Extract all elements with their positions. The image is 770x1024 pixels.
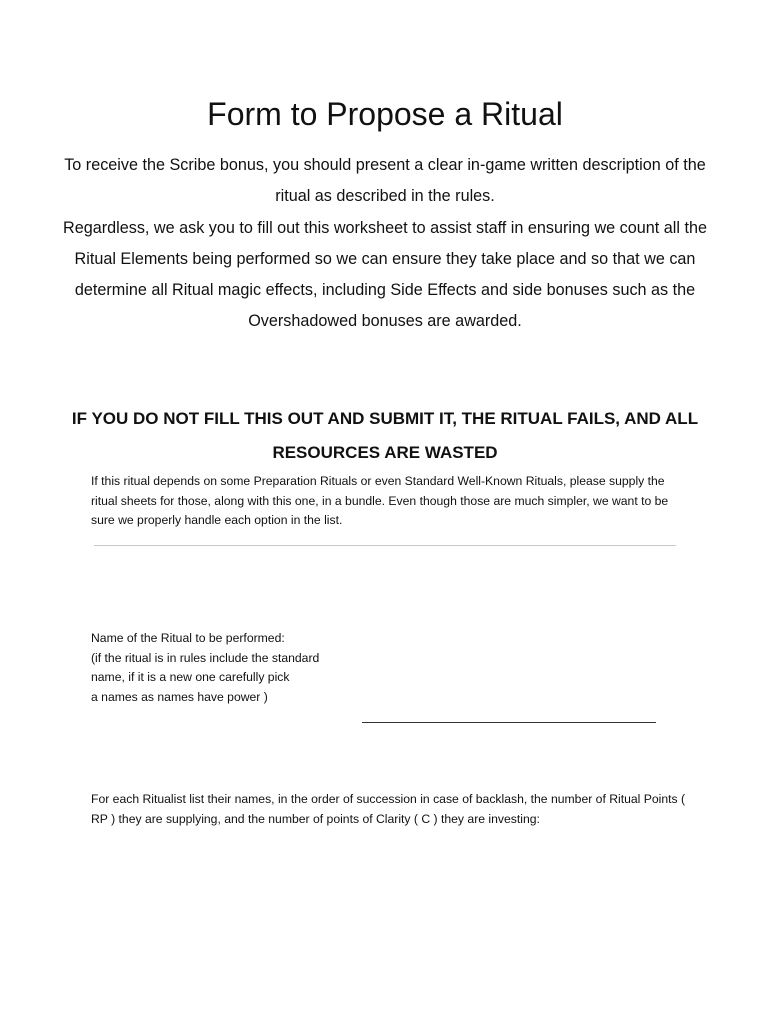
ritual-name-prompt [91, 629, 371, 707]
failure-warning: IF YOU DO NOT FILL THIS OUT AND SUBMIT IT, THE RITUAL FAILS, AND ALL RESOURCES ARE WASTED [71, 409, 699, 462]
ritual-name-prompt-line: Name of the Ritual to be performed: [91, 631, 285, 645]
intro-paragraph-worksheet: Regardless, we ask you to fill out this worksheet to assist staff in ensuring we count all the Ritual Elements being performed so we can ensure they take place and so that we can determine all Ritual magic effects, including Side Effects and side bonuses such as the Overshadowed bonuses are awarded. [63, 218, 707, 331]
ritualist-list-prompt: For each Ritualist list their names, in the order of succession in case of backlash, the number of Ritual Points ( RP ) they are supplying, and the number of points of Clarity ( C ) they are investing: [91, 792, 686, 826]
ritual-name-prompt-line: name, if it is a new one carefully pick [91, 670, 290, 684]
ritual-name-prompt-line: a names as names have power ) [91, 689, 268, 704]
ritual-name-prompt-line: (if the ritual is in rules include the standard [91, 650, 320, 665]
preparation-rituals-note: If this ritual depends on some Preparation Rituals or even Standard Well-Known Rituals, please supply the ritual sheets for those, along with this one, in a bundle. Even though those are much simpler, we want to be sure we properly handle each option in the list. [91, 474, 669, 527]
intro-paragraph-scribe-bonus: To receive the Scribe bonus, you should present a clear in-game written description of the ritual as described in the rules. [64, 156, 706, 206]
section-divider [94, 545, 676, 546]
ritual-name-field[interactable] [362, 710, 656, 723]
intro-text [60, 150, 710, 338]
page-title: Form to Propose a Ritual [207, 96, 563, 132]
